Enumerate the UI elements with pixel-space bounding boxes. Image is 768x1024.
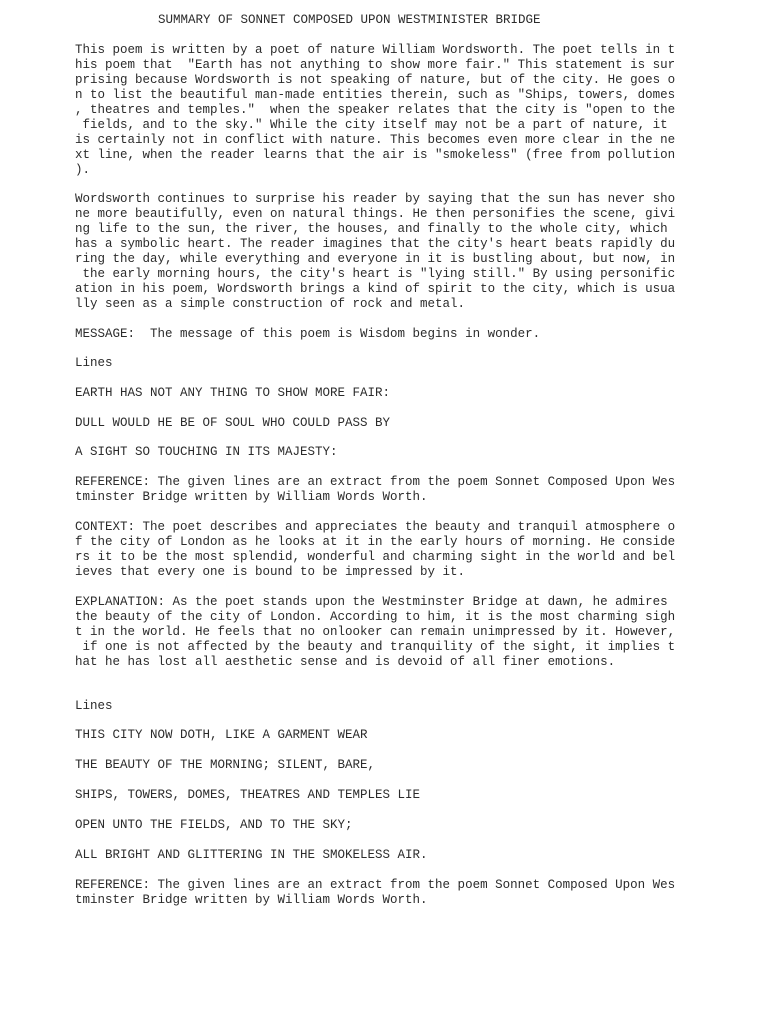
paragraph-line: hat he has lost all aesthetic sense and is devoid of all finer emotions. [75,655,616,669]
paragraph-line: has a symbolic heart. The reader imagines that the city's heart beats rapidly du [75,237,676,251]
paragraph-line: ring the day, while everything and everyone in it is bustling about, but now, in [75,252,676,266]
paragraph-line: t in the world. He feels that no onlooker can remain unimpressed by it. However, [75,625,676,639]
poem-line: EARTH HAS NOT ANY THING TO SHOW MORE FAIR: [75,386,391,400]
paragraph-line: REFERENCE: The given lines are an extract from the poem Sonnet Composed Upon Wes [75,475,676,489]
poem-line: SHIPS, TOWERS, DOMES, THEATRES AND TEMPLES LIE [75,788,421,802]
paragraph-line: rs it to be the most splendid, wonderful and charming sight in the world and bel [75,550,676,564]
paragraph-line: the early morning hours, the city's heart is "lying still." By using personific [75,267,676,281]
lines-heading: Lines [75,356,113,370]
paragraph-line: prising because Wordsworth is not speaking of nature, but of the city. He goes o [75,73,676,87]
poem-line: ALL BRIGHT AND GLITTERING IN THE SMOKELESS AIR. [75,848,428,862]
paragraph-line: ne more beautifully, even on natural things. He then personifies the scene, givi [75,207,676,221]
paragraph-line: CONTEXT: The poet describes and appreciates the beauty and tranquil atmosphere o [75,520,676,534]
paragraph-line: fields, and to the sky." While the city itself may not be a part of nature, it [75,118,668,132]
paragraph-line: , theatres and temples." when the speaker relates that the city is "open to the [75,103,676,117]
paragraph-line: ). [75,163,91,177]
paragraph-line: f the city of London as he looks at it in the early hours of morning. He conside [75,535,676,549]
paragraph-line: is certainly not in conflict with nature. This becomes even more clear in the ne [75,133,676,147]
message-line: MESSAGE: The message of this poem is Wisdom begins in wonder. [75,327,541,341]
paragraph-line: REFERENCE: The given lines are an extract from the poem Sonnet Composed Upon Wes [75,878,676,892]
paragraph-line: the beauty of the city of London. According to him, it is the most charming sigh [75,610,676,624]
paragraph-line: if one is not affected by the beauty and tranquility of the sight, it implies t [75,640,676,654]
paragraph-line: ng life to the sun, the river, the houses, and finally to the whole city, which [75,222,668,236]
paragraph-line: EXPLANATION: As the poet stands upon the Westminster Bridge at dawn, he admires [75,595,668,609]
poem-line: THIS CITY NOW DOTH, LIKE A GARMENT WEAR [75,728,368,742]
paragraph-line: tminster Bridge written by William Words Worth. [75,893,428,907]
paragraph-line: lly seen as a simple construction of rock and metal. [75,297,466,311]
paragraph-line: Wordsworth continues to surprise his reader by saying that the sun has never sho [75,192,676,206]
poem-line: OPEN UNTO THE FIELDS, AND TO THE SKY; [75,818,353,832]
poem-line: DULL WOULD HE BE OF SOUL WHO COULD PASS BY [75,416,391,430]
paragraph-line: n to list the beautiful man-made entities therein, such as "Ships, towers, domes [75,88,676,102]
poem-line: THE BEAUTY OF THE MORNING; SILENT, BARE, [75,758,376,772]
poem-line: A SIGHT SO TOUCHING IN ITS MAJESTY: [75,445,338,459]
paragraph-line: ieves that every one is bound to be impressed by it. [75,565,466,579]
paragraph-line: tminster Bridge written by William Words Worth. [75,490,428,504]
lines-heading: Lines [75,699,113,713]
document-title: SUMMARY OF SONNET COMPOSED UPON WESTMINISTER BRIDGE [158,13,541,27]
paragraph-line: his poem that "Earth has not anything to show more fair." This statement is sur [75,58,676,72]
paragraph-line: ation in his poem, Wordsworth brings a kind of spirit to the city, which is usua [75,282,676,296]
paragraph-line: This poem is written by a poet of nature William Wordsworth. The poet tells in t [75,43,676,57]
paragraph-line: xt line, when the reader learns that the air is "smokeless" (free from pollution [75,148,676,162]
